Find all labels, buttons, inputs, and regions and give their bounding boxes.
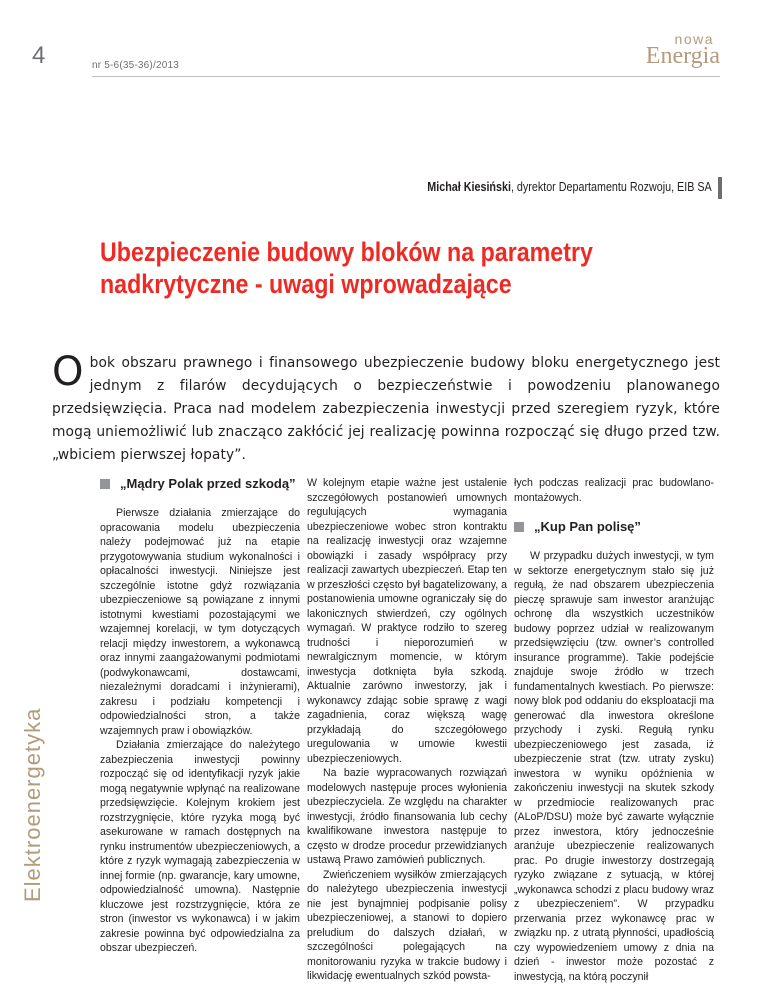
column-3 — [514, 476, 714, 984]
author-bar — [718, 177, 722, 199]
lead-dropcap: O — [52, 349, 84, 395]
bullet-square-icon — [514, 522, 524, 532]
subheading-1 — [100, 476, 300, 492]
paragraph: W kolejnym etapie ważne jest ustalenie szczegółowych postanowień umownych regulujących wymagania ubezpieczeniowe wobec stron kontraktu na realizację inwestycji oraz wzajemne obowiązki i zasady współpracy przy realizacji zawartych ubezpieczeń. Etap ten w przeszłości często był bagatelizowany, a postanowienia umowne ograniczały się do lakonicznych stwierdzeń, czy ogólnych wymagań. W praktyce rodziło to szereg trudności i nieporozumień w newralgicznym momencie, w którym inwestycja dotknięta była szkodą. Aktualnie zarówno inwestorzy, jak i wykonawcy zdając sobie sprawę z wagi zagadnienia, coraz większą wagę przykładają do szczegółowego uregulowania w umowie kwestii ubezpieczeniowych. — [307, 477, 507, 765]
column-2 — [307, 476, 507, 984]
logo-nowa: nowa — [674, 31, 714, 47]
author-name: Michał Kiesiński — [427, 180, 512, 194]
bullet-square-icon — [100, 479, 110, 489]
article-lead — [52, 349, 720, 467]
magazine-logo — [646, 32, 720, 68]
page-number: 4 — [32, 42, 46, 69]
article-title: Ubezpieczenie budowy bloków na parametry nadkrytyczne - uwagi wprowadzające — [100, 237, 593, 299]
paragraph: W przypadku dużych inwestycji, w tym w sektorze energetycznym stało się już regułą, że nad obszarem ubezpieczenia pieczę sprawuje sam inwestor aranżując ochronę dla wszystkich uczestników budowy poprzez udział w realizowanym przedsięwzięciu (tzw. owner’s controlled insurance programme). Takie podejście znajduje swoje źródło w trzech fundamentalnych kwestiach. Po pierwsze: nowy blok pod oddaniu do eksploatacji ma generować dla inwestora określone przychody i zyski. Regułą rynku ubezpieczeniowego jest zasada, iż ubezpieczenie strat (tzw. utraty zysku) inwestora w wyniku opóźnienia w zakończeniu inwestycji na skutek szkody w przedmiocie realizowanych prac (ALoP/DSU) może być zawarte wyłącznie przez inwestora, który jednocześnie aranżuje ubezpieczenie realizowanych prac. Po drugie inwestorzy dostrzegają ryzyko związane z sytuacją, w której „wykonawca schodzi z placu budowy wraz z ubezpieczeniem”. W przypadku przerwania przez wykonawcę prac w związku np. z utratą płynności, upadłością czy wypowiedzeniem umowy z dnia na dzień - inwestor może pozostać z inwestycją, na którą poczynił — [514, 550, 714, 983]
author-byline — [428, 180, 712, 194]
issue-number: nr 5-6(35-36)/2013 — [92, 60, 179, 71]
paragraph-continuation: łych podczas realizacji prac budowlano-montażowych. — [514, 477, 714, 504]
column-1 — [100, 476, 300, 956]
paragraph: Pierwsze działania zmierzające do opracowania modelu ubezpieczenia należy podejmować już na etapie przygotowywania studium wykonalności i opłacalności inwestycji. Niniejsze jest szczególnie istotne gdyż rozwiązania ubezpieczeniowe są powiązane z innymi istotnymi kwestiami pozostającymi we wzajemnej korelacji, w tym dotyczących relacji między inwestorem, a wykonawcą oraz innymi zaangażowanymi podmiotami (podwykonawcami, dostawcami, niezależnymi doradcami i inżynierami), zakresu i podziału kompetencji i odpowiedzialności stron, a także wzajemnych praw i obowiązków. — [100, 507, 300, 737]
paragraph: Działania zmierzające do należytego zabezpieczenia inwestycji powinny rozpocząć się od identyfikacji ryzyk jakie mogą negatywnie wpłynąć na realizowane przedsięwzięcie. Kolejnym krokiem jest rozstrzygnięcie, które ryzyka mogą być asekurowane w ramach dostępnych na rynku instrumentów ubezpieczeniowych, a które z ryzyk wymagają zabezpieczenia w innej formie (np. gwarancje, kary umowne, odpowiedzialność umowna). Następnie kluczowe jest rozstrzygnięcie, która ze stron (inwestor vs wykonawca) i w jakim zakresie powinna być odpowiedzialna za obszar ubezpieczeń. — [100, 739, 300, 954]
header-rule — [92, 76, 720, 77]
paragraph: Zwieńczeniem wysiłków zmierzających do należytego ubezpieczenia inwestycji nie jest bynajmniej podpisanie polisy ubezpieczeniowej, a stanowi to dopiero preludium do dalszych działań, w szczególności polegających na monitorowaniu ryzyka w trakcie budowy i likwidację ewentualnych szkód powsta- — [307, 868, 507, 982]
section-label: Elektroenergetyka — [20, 707, 45, 902]
subheading-1-text: „Mądry Polak przed szkodą” — [120, 476, 296, 491]
author-role: , dyrektor Departamentu Rozwoju, EIB SA — [511, 180, 712, 194]
subheading-2 — [514, 519, 714, 535]
lead-text: bok obszaru prawnego i finansowego ubezpieczenie budowy bloku energetycznego jest jednym z filarów decydujących o bezpieczeństwie i powodzeniu planowanego przedsięwzięcia. Praca nad modelem zabezpieczenia inwestycji przed szeregiem ryzyk, które mogą uniemożliwić lub znacząco zakłócić jej realizację powinna rozpocząć się długo przed tzw. „wbiciem pierwszej łopaty”. — [52, 355, 720, 463]
paragraph: Na bazie wypracowanych rozwiązań modelowych następuje proces wyłonienia ubezpieczyciela. Ze względu na charakter inwestycji, źródło finansowania lub cechy kwalifikowane inwestora następuje to często w drodze procedur przewidzianych ustawą Prawo zamówień publicznych. — [307, 767, 507, 866]
subheading-2-text: „Kup Pan polisę” — [534, 519, 641, 534]
spacer — [514, 505, 714, 519]
logo-energia: Energia — [645, 43, 720, 69]
